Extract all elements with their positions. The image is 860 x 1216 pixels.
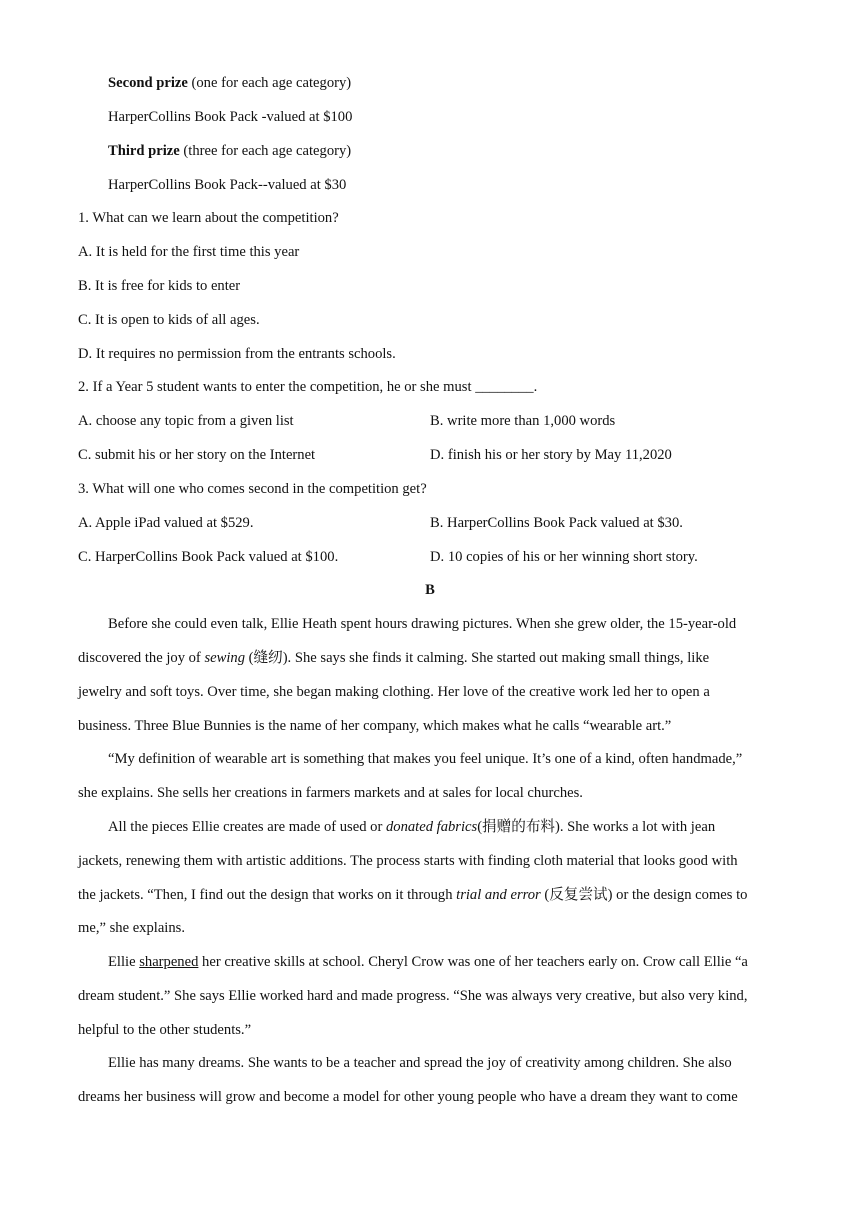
paragraph-3-line-3 (78, 885, 747, 905)
paragraph-1-line-4: business. Three Blue Bunnies is the name of her company, which makes what he calls “wearable art.” (78, 718, 672, 734)
question-2-option-d: D. finish his or her story by May 11,2020 (430, 447, 672, 463)
question-2-option-c: C. submit his or her story on the Internet (78, 447, 316, 463)
second-prize-label: Second prize (108, 75, 188, 91)
question-3-option-b: B. HarperCollins Book Pack valued at $30. (430, 515, 683, 531)
second-prize-value: HarperCollins Book Pack -valued at $100 (108, 109, 353, 125)
paragraph-1-line-3: jewelry and soft toys. Over time, she began making clothing. Her love of the creative work led her to open a (78, 684, 710, 700)
paragraph-4-line-2: dream student.” She says Ellie worked hard and made progress. “She was always very creative, but also very kind, (78, 988, 748, 1004)
question-1-stem: 1. What can we learn about the competition? (78, 210, 339, 226)
paragraph-5-line-2: dreams her business will grow and become a model for other young people who have a dream they want to come (78, 1089, 738, 1105)
paragraph-4-line-1 (108, 952, 748, 972)
question-2-option-a: A. choose any topic from a given list (78, 413, 294, 429)
question-2-stem: 2. If a Year 5 student wants to enter the competition, he or she must ________. (78, 379, 538, 395)
paragraph-3-line-1 (108, 817, 715, 837)
question-1-option-d: D. It requires no permission from the entrants schools. (78, 346, 396, 362)
second-prize-note: (one for each age category) (187, 75, 352, 91)
text-run: All the pieces Ellie creates are made of used or (108, 819, 386, 835)
paragraph-1-line-2 (78, 648, 709, 668)
italic-term-sewing: sewing (204, 650, 245, 666)
text-run: (缝纫). She says she finds it calming. She started out making small things, like (245, 650, 710, 666)
text-run: her creative skills at school. Cheryl Crow was one of her teachers early on. Crow call Ellie “a (198, 954, 748, 970)
paragraph-5-line-1: Ellie has many dreams. She wants to be a teacher and spread the joy of creativity among children. She also (108, 1055, 732, 1071)
paragraph-4-line-3: helpful to the other students.” (78, 1022, 252, 1038)
question-2-option-b: B. write more than 1,000 words (430, 413, 616, 429)
text-run: (捐赠的布料). She works a lot with jean (477, 819, 716, 835)
question-1-option-a: A. It is held for the first time this year (78, 244, 300, 260)
question-3-option-c: C. HarperCollins Book Pack valued at $100. (78, 549, 339, 565)
section-heading: B (425, 582, 435, 598)
text-run: discovered the joy of (78, 650, 205, 666)
underlined-word-sharpened: sharpened (139, 954, 199, 970)
third-prize-note: (three for each age category) (179, 143, 352, 159)
third-prize-line (108, 141, 351, 161)
paragraph-3-line-2: jackets, renewing them with artistic additions. The process starts with finding cloth material that looks good with (78, 853, 738, 869)
italic-term-donated-fabrics: donated fabrics (385, 819, 478, 835)
third-prize-value: HarperCollins Book Pack--valued at $30 (108, 177, 347, 193)
paragraph-1-line-1: Before she could even talk, Ellie Heath spent hours drawing pictures. When she grew older, the 15-year-old (108, 616, 737, 632)
text-run: (反复尝试) or the design comes to (540, 887, 748, 903)
question-1-option-b: B. It is free for kids to enter (78, 278, 241, 294)
question-3-option-d: D. 10 copies of his or her winning short story. (430, 549, 698, 565)
question-3-stem: 3. What will one who comes second in the competition get? (78, 481, 427, 497)
italic-term-trial-and-error: trial and error (456, 887, 541, 903)
question-3-option-a: A. Apple iPad valued at $529. (78, 515, 254, 531)
paragraph-3-line-4: me,” she explains. (78, 920, 185, 936)
third-prize-label: Third prize (108, 143, 180, 159)
text-run: Ellie (108, 954, 140, 970)
paragraph-2-line-1: “My definition of wearable art is something that makes you feel unique. It’s one of a kind, often handmade,” (108, 751, 743, 767)
text-run: the jackets. “Then, I find out the design that works on it through (78, 887, 457, 903)
question-1-option-c: C. It is open to kids of all ages. (78, 312, 260, 328)
second-prize-line (108, 73, 351, 93)
paragraph-2-line-2: she explains. She sells her creations in farmers markets and at sales for local churches. (78, 785, 583, 801)
